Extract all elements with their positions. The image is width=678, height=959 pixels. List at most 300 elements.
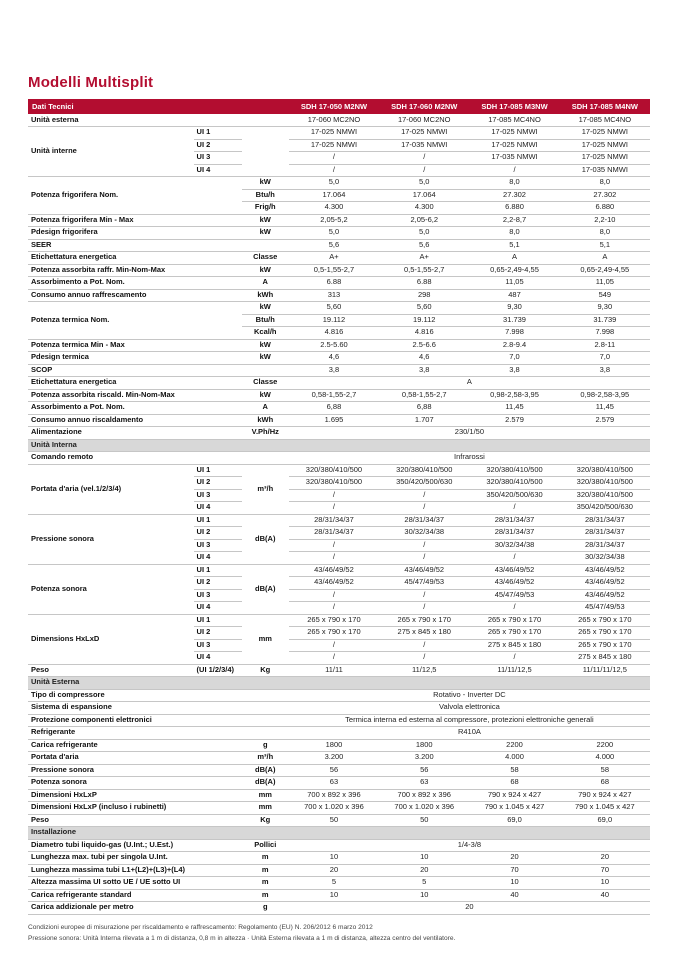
value-cell: 265 x 790 x 170 [560,639,650,652]
value-cell: 5 [289,877,379,890]
row-unit: Btu/h [242,314,289,327]
row-unit [242,452,289,465]
value-cell: 20 [379,864,469,877]
value-cell: 30/32/34/38 [469,539,559,552]
row-unit: m³/h [242,752,289,765]
value-cell: 11,45 [560,402,650,415]
spec-row [28,414,650,427]
value-cell: 43/46/49/52 [469,564,559,577]
value-cell: 3.200 [379,752,469,765]
value-cell: 2200 [469,739,559,752]
row-sub: UI 2 [194,477,242,490]
value-cell: / [289,502,379,515]
value-cell: 3,8 [560,364,650,377]
value-cell: 2.579 [560,414,650,427]
value-cell: 27.302 [469,189,559,202]
value-cell: 20 [560,852,650,865]
value-cell: 28/31/34/37 [289,527,379,540]
row-unit [242,127,289,177]
row-unit: Kg [242,664,289,677]
row-label: SEER [28,239,242,252]
value-cell: 6.88 [289,277,379,290]
row-label: Potenza sonora [28,777,242,790]
value-cell: 0,98-2,58-3,95 [469,389,559,402]
value-cell: 7.998 [469,327,559,340]
row-unit: m³/h [242,464,289,514]
value-cell: 40 [469,889,559,902]
value-cell: 320/380/410/500 [289,464,379,477]
value-cell: 320/380/410/500 [469,477,559,490]
value-cell: 17-025 NMWI [289,139,379,152]
value-cell: / [379,489,469,502]
span-value-cell: Rotativo - Inverter DC [289,689,650,702]
value-cell: 20 [289,864,379,877]
spec-row [28,464,650,477]
row-unit: Kcal/h [242,327,289,340]
value-cell: 265 x 790 x 170 [289,614,379,627]
row-unit: kW [242,302,289,315]
row-sub: UI 3 [194,639,242,652]
row-label: Carica addizionale per metro [28,902,242,915]
value-cell: 43/46/49/52 [469,577,559,590]
row-unit: kW [242,264,289,277]
value-cell: 6,88 [289,402,379,415]
spec-row [28,702,650,715]
row-label: Pressione sonora [28,514,194,564]
value-cell: 549 [560,289,650,302]
row-sub: UI 4 [194,602,242,615]
value-cell: 11,45 [469,402,559,415]
value-cell: 68 [560,777,650,790]
value-cell: 10 [379,889,469,902]
row-sub: UI 4 [194,164,242,177]
value-cell: 0,58-1,55-2,7 [289,389,379,402]
spec-row [28,389,650,402]
span-value-cell: 1/4-3/8 [289,839,650,852]
value-cell: 700 x 892 x 396 [379,789,469,802]
row-unit: kWh [242,289,289,302]
value-cell: 17-025 NMWI [560,127,650,140]
span-value-cell: Valvola elettronica [289,702,650,715]
value-cell: 265 x 790 x 170 [469,614,559,627]
value-cell: 17-085 MC4NO [560,114,650,127]
spec-row [28,752,650,765]
value-cell: 4.300 [379,202,469,215]
row-sub: UI 1 [194,127,242,140]
value-cell: 6,88 [379,402,469,415]
row-label: Etichettatura energetica [28,252,242,265]
span-value-cell: A [289,377,650,390]
value-cell: / [289,489,379,502]
value-cell: 320/380/410/500 [289,477,379,490]
value-cell: 19.112 [289,314,379,327]
table-body [28,114,650,914]
value-cell: 2,2-10 [560,214,650,227]
value-cell: 6.880 [469,202,559,215]
value-cell: 3,8 [289,364,379,377]
value-cell: 4,6 [379,352,469,365]
value-cell: 320/380/410/500 [379,464,469,477]
row-unit: Classe [242,252,289,265]
value-cell: / [289,589,379,602]
table-header-row [28,99,650,114]
value-cell: 11,05 [469,277,559,290]
spec-row [28,127,650,140]
span-value-cell: R410A [289,727,650,740]
value-cell: 17-035 NMWI [469,152,559,165]
row-label: Dimensioni HxLxP (incluso i rubinetti) [28,802,242,815]
spec-row [28,839,650,852]
row-label: Altezza massima UI sotto UE / UE sotto UI [28,877,242,890]
value-cell: 2,2-8,7 [469,214,559,227]
header-title-cell: Dati Tecnici [28,99,289,114]
row-label: Dimensioni HxLxP [28,789,242,802]
row-unit: Classe [242,377,289,390]
spec-row [28,614,650,627]
value-cell: 0,58-1,55-2,7 [379,389,469,402]
section-row [28,439,650,452]
row-label: Portata d'aria (vel.1/2/3/4) [28,464,194,514]
value-cell: 9,30 [560,302,650,315]
value-cell: 70 [469,864,559,877]
value-cell: A [469,252,559,265]
row-sub: UI 1 [194,564,242,577]
row-unit: kW [242,339,289,352]
value-cell: 68 [469,777,559,790]
value-cell: 4,6 [289,352,379,365]
row-label: Potenza assorbita riscald. Min-Nom-Max [28,389,242,402]
value-cell: / [469,552,559,565]
value-cell: / [469,502,559,515]
model-header-cell: SDH 17-060 M2NW [379,99,469,114]
spec-table [28,99,650,915]
row-label: Carica refrigerante [28,739,242,752]
value-cell: 17-025 NMWI [469,139,559,152]
value-cell: 298 [379,289,469,302]
value-cell: 28/31/34/37 [469,514,559,527]
value-cell: 0,65-2,49-4,55 [469,264,559,277]
row-unit [242,714,289,727]
row-label: Potenza termica Nom. [28,302,242,340]
value-cell: 265 x 790 x 170 [379,614,469,627]
value-cell: 700 x 1.020 x 396 [379,802,469,815]
row-label: Diametro tubi liquido-gas (U.Int.; U.Est.) [28,839,242,852]
value-cell: 8,0 [560,177,650,190]
value-cell: 17.064 [289,189,379,202]
spec-row [28,864,650,877]
row-unit [242,364,289,377]
value-cell: / [289,602,379,615]
row-label: Consumo annuo riscaldamento [28,414,242,427]
value-cell: 43/46/49/52 [289,577,379,590]
value-cell: 5,1 [469,239,559,252]
value-cell: 7,0 [469,352,559,365]
value-cell: 69,0 [469,814,559,827]
row-unit: mm [242,789,289,802]
row-label: Assorbimento a Pot. Nom. [28,277,242,290]
value-cell: 58 [469,764,559,777]
spec-row [28,352,650,365]
value-cell: 63 [379,777,469,790]
row-label: Assorbimento a Pot. Nom. [28,402,242,415]
value-cell: 4.000 [469,752,559,765]
value-cell: / [379,639,469,652]
spec-row [28,252,650,265]
value-cell: 5,1 [560,239,650,252]
value-cell: 2.579 [469,414,559,427]
spec-row [28,277,650,290]
value-cell: 320/380/410/500 [560,464,650,477]
row-sub: UI 1 [194,514,242,527]
spec-row [28,402,650,415]
value-cell: 5,6 [289,239,379,252]
value-cell: 5,0 [379,227,469,240]
spec-row [28,689,650,702]
value-cell: 45/47/49/53 [560,602,650,615]
spec-row [28,177,650,190]
value-cell: 313 [289,289,379,302]
spec-row [28,852,650,865]
value-cell: 50 [379,814,469,827]
spec-row [28,339,650,352]
row-sub: UI 3 [194,539,242,552]
row-label: SCOP [28,364,242,377]
row-unit: kW [242,352,289,365]
spec-row [28,664,650,677]
spec-row [28,227,650,240]
spec-row [28,114,650,127]
span-value-cell: 230/1/50 [289,427,650,440]
value-cell: 10 [560,877,650,890]
row-sub: UI 3 [194,152,242,165]
value-cell: 43/46/49/52 [560,564,650,577]
value-cell: 17-035 NMWI [379,139,469,152]
value-cell: 790 x 1.045 x 427 [469,802,559,815]
value-cell: 5,0 [289,227,379,240]
row-label: Potenza termica Min - Max [28,339,242,352]
value-cell: 7,0 [560,352,650,365]
row-label: Unità esterna [28,114,242,127]
value-cell: A+ [289,252,379,265]
row-sub: UI 2 [194,627,242,640]
value-cell: 10 [289,889,379,902]
row-label: Pdesign frigorifera [28,227,242,240]
value-cell: 43/46/49/52 [560,577,650,590]
row-unit: dB(A) [242,514,289,564]
value-cell: 4.000 [560,752,650,765]
row-sub: (UI 1/2/3/4) [194,664,242,677]
spec-row [28,814,650,827]
value-cell: 19.112 [379,314,469,327]
value-cell: / [379,152,469,165]
value-cell: 30/32/34/38 [379,527,469,540]
value-cell: 45/47/49/53 [469,589,559,602]
value-cell: 50 [289,814,379,827]
value-cell: 40 [560,889,650,902]
row-unit [242,727,289,740]
row-label: Unità interne [28,127,194,177]
value-cell: 790 x 1.045 x 427 [560,802,650,815]
row-unit [242,702,289,715]
value-cell: 17-025 NMWI [379,127,469,140]
value-cell: 275 x 845 x 180 [379,627,469,640]
row-label: Potenza frigorifera Min - Max [28,214,242,227]
value-cell: 3,8 [379,364,469,377]
value-cell: 58 [560,764,650,777]
spec-row [28,264,650,277]
row-sub: UI 4 [194,652,242,665]
row-sub: UI 3 [194,589,242,602]
table-head [28,99,650,114]
value-cell: 28/31/34/37 [469,527,559,540]
row-label: Etichettatura energetica [28,377,242,390]
value-cell: 45/47/49/53 [379,577,469,590]
value-cell: / [289,164,379,177]
spec-row [28,727,650,740]
value-cell: 31.739 [469,314,559,327]
value-cell: 8,0 [469,227,559,240]
row-label: Tipo di compressore [28,689,242,702]
spec-row [28,289,650,302]
value-cell: 11,05 [560,277,650,290]
row-unit: Btu/h [242,189,289,202]
value-cell: 17-025 NMWI [289,127,379,140]
value-cell: 20 [469,852,559,865]
value-cell: 7.998 [560,327,650,340]
row-unit: m [242,852,289,865]
section-label: Unità Esterna [28,677,650,690]
row-unit: kW [242,389,289,402]
value-cell: 1800 [289,739,379,752]
row-unit: m [242,877,289,890]
value-cell: 6.880 [560,202,650,215]
row-unit [242,239,289,252]
value-cell: / [289,552,379,565]
value-cell: 27.302 [560,189,650,202]
row-label: Peso [28,664,194,677]
spec-row [28,764,650,777]
value-cell: 28/31/34/37 [560,539,650,552]
value-cell: / [289,152,379,165]
value-cell: 2,05-6,2 [379,214,469,227]
value-cell: / [379,552,469,565]
value-cell: 275 x 845 x 180 [469,639,559,652]
row-label: Protezione componenti elettronici [28,714,242,727]
value-cell: 700 x 892 x 396 [289,789,379,802]
row-unit: mm [242,614,289,664]
value-cell: 350/420/500/630 [379,477,469,490]
spec-row [28,364,650,377]
value-cell: 1.695 [289,414,379,427]
row-unit: mm [242,802,289,815]
value-cell: 9,30 [469,302,559,315]
value-cell: / [379,502,469,515]
row-label: Pressione sonora [28,764,242,777]
row-unit: kWh [242,414,289,427]
row-label: Potenza sonora [28,564,194,614]
footnote-measurement-conditions: Condizioni europee di misurazione per riscaldamento e raffrescamento: Regolamento (EU) N. 206/2012 6 marzo 2012 [28,923,373,931]
row-unit: dB(A) [242,564,289,614]
spec-row [28,714,650,727]
row-sub: UI 2 [194,527,242,540]
row-sub: UI 4 [194,552,242,565]
value-cell: 5,60 [289,302,379,315]
value-cell: / [379,589,469,602]
row-label: Portata d'aria [28,752,242,765]
row-label: Pdesign termica [28,352,242,365]
row-unit: Pollici [242,839,289,852]
value-cell: 8,0 [469,177,559,190]
value-cell: 350/420/500/630 [560,502,650,515]
model-header-cell: SDH 17-085 M3NW [469,99,559,114]
row-label: Potenza assorbita raffr. Min-Nom-Max [28,264,242,277]
value-cell: 265 x 790 x 170 [289,627,379,640]
value-cell: 30/32/34/38 [560,552,650,565]
value-cell: 790 x 924 x 427 [560,789,650,802]
value-cell: / [469,652,559,665]
value-cell: 56 [379,764,469,777]
section-row [28,677,650,690]
row-sub: UI 1 [194,614,242,627]
value-cell: 1.707 [379,414,469,427]
value-cell: 11/11/12,5 [469,664,559,677]
spec-row [28,789,650,802]
value-cell: 2.5-5.60 [289,339,379,352]
row-label: Dimensions HxLxD [28,614,194,664]
row-sub: UI 3 [194,489,242,502]
value-cell: 320/380/410/500 [560,489,650,502]
row-label: Carica refrigerante standard [28,889,242,902]
value-cell: 43/46/49/52 [289,564,379,577]
spec-row [28,877,650,890]
row-unit: dB(A) [242,764,289,777]
row-unit: A [242,277,289,290]
value-cell: 31.739 [560,314,650,327]
value-cell: A [560,252,650,265]
value-cell: 10 [379,852,469,865]
value-cell: 28/31/34/37 [379,514,469,527]
row-unit: kW [242,227,289,240]
value-cell: 0,65-2,49-4,55 [560,264,650,277]
value-cell: 17-025 NMWI [560,139,650,152]
value-cell: 2.8-11 [560,339,650,352]
value-cell: 4.816 [379,327,469,340]
section-label: Installazione [28,827,650,840]
spec-row [28,802,650,815]
spec-row [28,564,650,577]
spec-row [28,214,650,227]
value-cell: / [379,164,469,177]
value-cell: 350/420/500/630 [469,489,559,502]
value-cell: 320/380/410/500 [469,464,559,477]
row-unit: dB(A) [242,777,289,790]
row-label: Lunghezza max. tubi per singola U.Int. [28,852,242,865]
value-cell: 56 [289,764,379,777]
value-cell: / [289,652,379,665]
row-label: Consumo annuo raffrescamento [28,289,242,302]
value-cell: / [379,539,469,552]
row-unit [242,114,289,127]
value-cell: 4.816 [289,327,379,340]
value-cell: 43/46/49/52 [560,589,650,602]
page-title: Modelli Multisplit [28,74,154,91]
row-unit: m [242,889,289,902]
row-unit: g [242,739,289,752]
value-cell: 320/380/410/500 [560,477,650,490]
value-cell: 17.064 [379,189,469,202]
row-label: Lunghezza massima tubi L1+(L2)+(L3)+(L4) [28,864,242,877]
spec-row [28,902,650,915]
